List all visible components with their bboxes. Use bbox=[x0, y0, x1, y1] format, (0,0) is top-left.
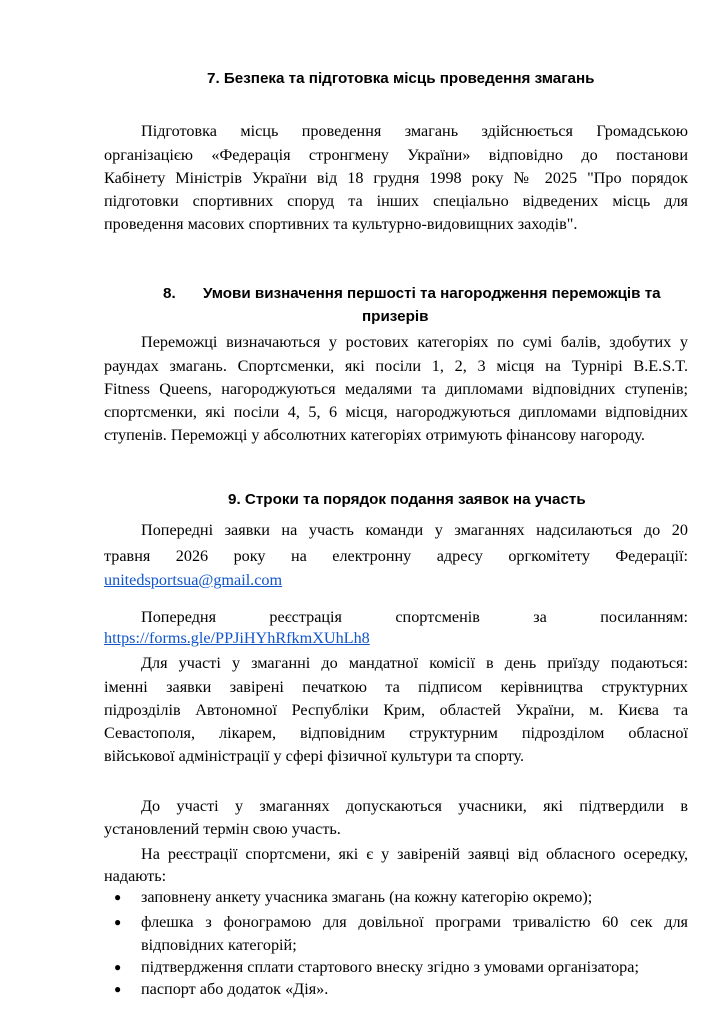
s9-p3-line-4: Севастополя, лікарем, відповідним структурним підрозділом обласної bbox=[104, 724, 688, 742]
bullet-item-4: паспорт або додаток «Дія». bbox=[141, 980, 329, 998]
email-line bbox=[104, 569, 282, 593]
email-link[interactable]: unitedsportsua@gmail.com bbox=[104, 571, 283, 589]
s9-p3-line-1: Для участі у змаганні до мандатної комісії в день приїзду подаються: bbox=[141, 654, 688, 672]
registration-form-link[interactable]: https://forms.gle/PPJiHYhRfkmXUhLh8 bbox=[104, 629, 370, 647]
s9-p1-line-1: Попередні заявки на участь команди у змаганнях надсилаються до 20 bbox=[141, 521, 688, 539]
bullet-item-2-line-1: флешка з фонограмою для довільної програми тривалістю 60 сек для bbox=[141, 913, 688, 931]
section-8-title-line-2: призерів bbox=[362, 308, 429, 325]
s8-line-1: Переможці визначаються у ростових категоріях по сумі балів, здобутих у bbox=[141, 333, 688, 351]
s7-line-4: підготовки спортивних споруд та інших спеціально відведених місць для bbox=[104, 192, 688, 210]
s7-line-5: проведення масових спортивних та культурно-видовищних заходів". bbox=[104, 215, 578, 233]
bullet-item-1: заповнену анкету учасника змагань (на кожну категорію окремо); bbox=[141, 888, 593, 906]
bullet-item-3: підтвердження сплати стартового внеску згідно з умовами організатора; bbox=[141, 958, 639, 976]
s9-p4-line-2: установлений термін свою участь. bbox=[104, 820, 341, 838]
s7-line-1: Підготовка місць проведення змагань здійснюється Громадською bbox=[141, 122, 688, 140]
s8-line-4: спортсменки, які посіли 4, 5, 6 місця, нагороджуються дипломами відповідних bbox=[104, 403, 688, 421]
bullet-marker: ● bbox=[114, 960, 122, 974]
s9-p2-line: Попередня реєстрація спортсменів за посиланням: bbox=[141, 608, 688, 626]
section-9-title: 9. Строки та порядок подання заявок на участь bbox=[228, 491, 586, 508]
bullet-item-2-line-2: відповідних категорій; bbox=[141, 936, 297, 954]
s8-line-5: ступенів. Переможці у абсолютних категоріях отримують фінансову нагороду. bbox=[104, 426, 645, 444]
bullet-marker: ● bbox=[114, 982, 122, 996]
s9-p1-line-2: травня 2026 року на електронну адресу оргкомітету Федерації: bbox=[104, 547, 688, 565]
s9-p5-line-2: надають: bbox=[104, 867, 167, 885]
s8-line-2: раундах змагань. Спортсменки, які посіли 1, 2, 3 місця на Турнірі B.E.S.T. bbox=[104, 357, 688, 375]
registration-line bbox=[104, 627, 370, 651]
s9-p3-line-5: військової адміністрації у сфері фізичної культури та спорту. bbox=[104, 747, 525, 765]
s9-p3-line-3: підрозділів Автономної Республіки Крим, областей України, м. Києва та bbox=[104, 701, 688, 719]
s9-p5-line-1: На реєстрації спортсмени, які є у завіреній заявці від обласного осередку, bbox=[141, 845, 688, 863]
section-7-title: 7. Безпека та підготовка місць проведення змагань bbox=[207, 70, 595, 87]
s9-p4-line-1: До участі у змаганнях допускаються учасники, які підтвердили в bbox=[141, 797, 688, 815]
s7-line-3: Кабінету Міністрів України від 18 грудня 1998 року № 2025 "Про порядок bbox=[104, 169, 688, 187]
s8-line-3: Fitness Queens, нагороджуються медалями та дипломами відповідних ступенів; bbox=[104, 380, 688, 398]
bullet-marker: ● bbox=[114, 890, 122, 904]
bullet-marker: ● bbox=[114, 915, 122, 929]
section-8-title-line-1: Умови визначення першості та нагородження переможців та bbox=[203, 285, 661, 302]
section-8-number: 8. bbox=[163, 285, 176, 302]
s9-p3-line-2: іменні заявки завірені печаткою та підписом керівництва структурних bbox=[104, 678, 688, 696]
s7-line-2: організацією «Федерація стронгмену України» відповідно до постанови bbox=[104, 146, 688, 164]
